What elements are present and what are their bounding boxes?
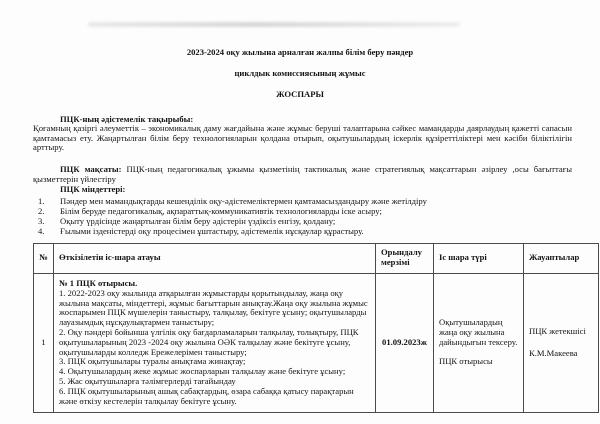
type-line: ПЦК отырысы — [439, 356, 493, 367]
method-heading: ПЦК-ның әдістемелік тақырыбы: — [60, 113, 194, 124]
task-number: 4. — [38, 225, 45, 236]
activity-item: 5. Жас оқытушыларға тәлімгерлерді тағайындау — [59, 375, 236, 386]
title-line-3: ЖОСПАРЫ — [276, 89, 324, 100]
task-number: 3. — [38, 215, 45, 226]
activity-item: 1. 2022-2023 оқу жылында атқарылған жұмыстарды қорытындылау, жаңа оқу жылына мақсаты, міндеттері, жұмыс бағыттарын анықтау.Жаңа оқу жылына жұмыс жоспарымен ПЦК мүшелерін таныстыру, талқылау, бекітуге ұсыну; оқытушыларды лауазымдық нұсқаулықтармен таныстыру; — [59, 287, 368, 328]
goal-label: ПЦК мақсаты: — [60, 164, 122, 175]
scan-smudge-artifact — [88, 22, 460, 27]
date-cell: 01.09.2023ж — [376, 273, 434, 412]
responsible-role: ПЦК жетекшісі — [529, 325, 586, 336]
responsible-name: К.М.Макеева — [529, 347, 578, 358]
task-item — [33, 196, 572, 206]
task-item — [33, 206, 572, 216]
col-header-type: Іс шара түрі — [434, 243, 524, 273]
col-header-responsible: Жауаптылар — [524, 243, 599, 273]
document-body — [33, 115, 572, 236]
plan-table-header — [34, 243, 599, 273]
task-number: 2. — [38, 205, 45, 216]
activity-item: 2. Оқу пәндері бойынша үлгілік оқу бағдарламаларын талқылау, толықтыру, ПЦК оқытушыларының 2023 -2024 оқу жылына ОӘК талқылау және бекітуге ұсыну, оқытушыларды колледж Ережелерімен таныстыру; — [59, 326, 359, 357]
col-header-activity: Өткізілетін іс-шара атауы — [54, 243, 376, 273]
plan-table — [33, 243, 599, 413]
col-header-number: № — [34, 243, 54, 273]
activity-title: № 1 ПЦК отырысы. — [59, 278, 138, 288]
activity-item: 4. Оқытушылардың жеке жұмыс жоспарларын талқылау және бекітуге ұсыну; — [59, 366, 346, 377]
activity-item: 6. ПЦК оқытушыларының ашық сабақтардың, өзара сабаққа қатысу парақтарын және өткізу кестелерін талқылау бекітуге ұсыну. — [59, 385, 354, 406]
task-text: Білім беруде педагогикалық, ақпараттық-коммуникативтік технологияларды іске асыру; — [60, 205, 382, 216]
row-number-cell: 1 — [34, 273, 54, 412]
task-item — [33, 216, 572, 226]
col-header-date: Орындалу мерзімі — [376, 243, 434, 273]
type-line: Оқытушылардың жаңа оқу жылына дайындығын тексеру. — [439, 317, 518, 347]
type-cell — [434, 273, 524, 412]
activity-cell — [54, 273, 376, 412]
task-text: Ғылыми ізденістерді оқу процесімен ұштастыру, әдістемелік нұсқаулар құрастыру. — [60, 225, 364, 236]
title-line-2: циклдык комиссиясының жұмыс — [234, 68, 366, 79]
goal-paragraph — [33, 165, 572, 184]
title-line-1: 2023-2024 оқу жылына арналған жалпы білім беру пәндер — [186, 47, 414, 58]
task-text: Оқыту үрдісінде жаңартылған білім беру әдістерін үздіксіз енгізу, қолдану; — [60, 215, 336, 226]
tasks-heading: ПЦК міндеттері: — [60, 184, 126, 195]
task-text: Пәндер мен мамандықтарды кешенділік оқу-әдістемеліктермен қамтамасыздандыру және жетілдіру — [60, 195, 427, 206]
document-title — [0, 0, 600, 110]
method-paragraph: Қоғамның қазіргі әлеуметтік – экономикалық даму жағдайына және жұмыс беруші талаптарына сәйкес мамандарды даярлаудың қажетті сапасын қамтамасыз ету. Жаңартылған білім беру технологияларын қолдана отырып, оқытушылардың іскерлік құзіреттіліктері мен кәсіби біліктілігін арттыру. — [33, 123, 572, 153]
goal-text: ПЦК-ның педагогикалық ұжымы қызметінің тактикалық және стратегиялық мақсаттарын әзірлеу ,осы бағыттағы қызметтерін үйлестіру — [33, 164, 572, 184]
responsible-cell — [524, 273, 599, 412]
activity-item: 3. ПЦК оқытушылары туралы анықтама жинақтау; — [59, 356, 246, 367]
task-item — [33, 226, 572, 236]
task-number: 1. — [38, 195, 45, 206]
tasks-list — [33, 196, 572, 236]
table-header-row — [34, 243, 599, 273]
table-row — [34, 273, 599, 412]
